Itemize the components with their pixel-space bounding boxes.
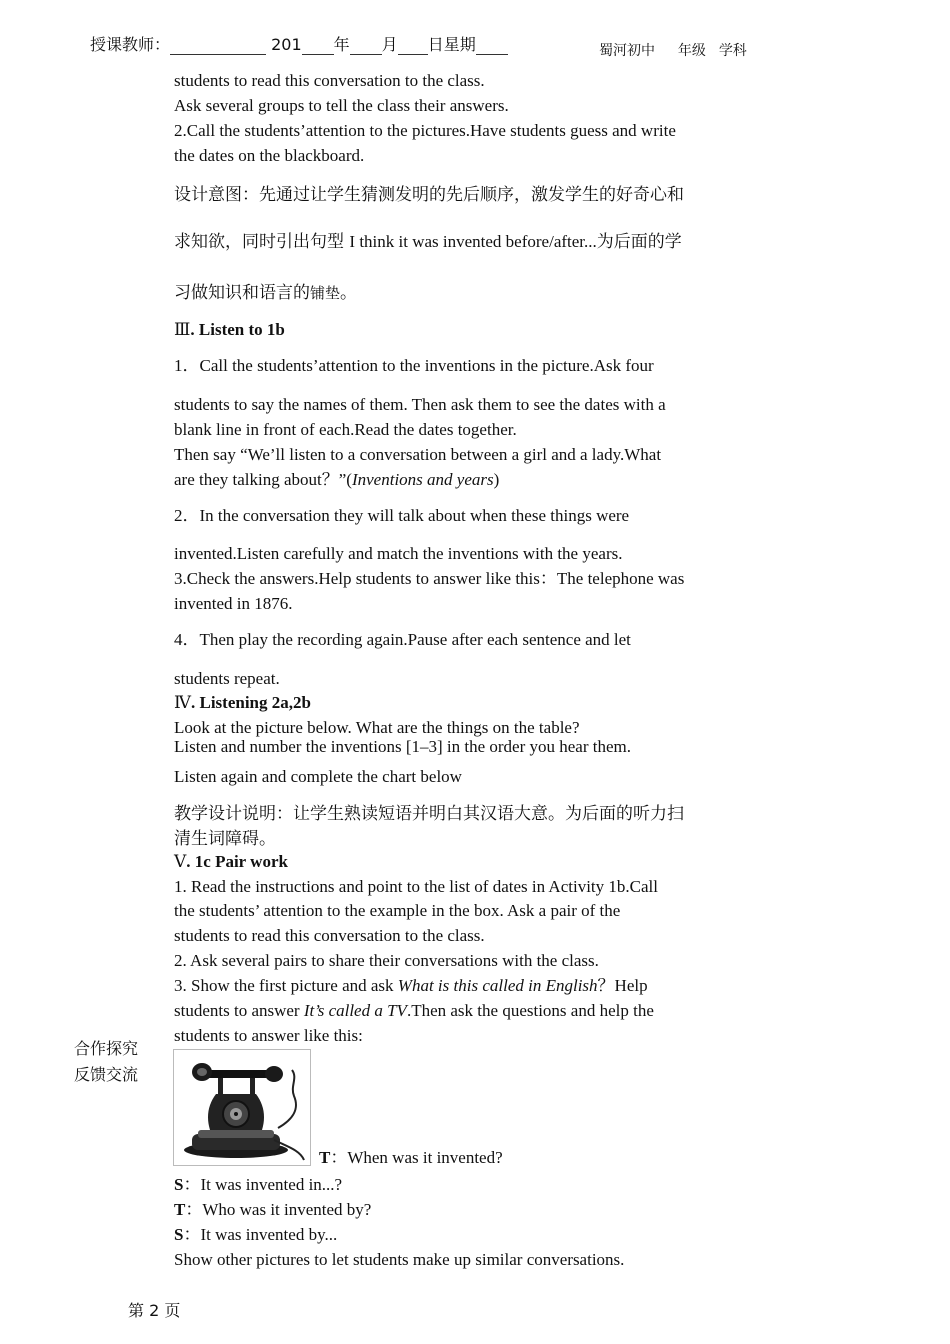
grade-label: 年级 (677, 43, 706, 59)
text-line: Listen again and complete the chart below (174, 767, 462, 786)
text-line: the students’ attention to the example in the box. Ask a pair of the (174, 901, 621, 920)
text-line: students to answer like this: (174, 1026, 363, 1045)
day-label: 日星期 (427, 35, 476, 54)
weekday-blank (476, 38, 508, 55)
text-line: 2．In the conversation they will talk about when these things were (174, 506, 630, 525)
antique-telephone-icon (174, 1050, 310, 1165)
text-line: the dates on the blackboard. (174, 146, 365, 165)
page-number: 第 2 页 (128, 1301, 181, 1320)
text-line: are they talking about？”(Inventions and years) (174, 470, 500, 489)
teacher-label: 授课教师： (90, 35, 171, 54)
side-label: 合作探究 (74, 1039, 139, 1058)
day-blank (398, 38, 428, 55)
dialogue-line: S：It was invented in...? (174, 1175, 343, 1194)
text-line: 4．Then play the recording again.Pause after each sentence and let (174, 630, 631, 649)
year-prefix: 201 (271, 35, 302, 54)
section-heading-4: Ⅳ. Listening 2a,2b (174, 693, 311, 712)
section-heading-3: Ⅲ. Listen to 1b (174, 320, 285, 339)
month-label: 月 (381, 35, 398, 54)
design-intent-line: 求知欲，同时引出句型 I think it was invented before/after...为后面的学 (174, 232, 682, 252)
design-intent-line: 设计意图：先通过让学生猜测发明的先后顺序，激发学生的好奇心和 (174, 185, 684, 205)
text-line: Then say “We’ll listen to a conversation between a girl and a lady.What (174, 445, 662, 464)
text-line: 2.Call the students’attention to the pictures.Have students guess and write (174, 121, 676, 140)
text-line: Listen and number the inventions [1–3] in the order you hear them. (174, 737, 631, 756)
text-line: blank line in front of each.Read the dates together. (174, 420, 517, 439)
text-line: students to say the names of them. Then ask them to see the dates with a (174, 395, 666, 414)
text-line: invented.Listen carefully and match the inventions with the years. (174, 544, 623, 563)
side-label: 反馈交流 (74, 1065, 139, 1084)
teaching-note-line: 教学设计说明：让学生熟读短语并明白其汉语大意。为后面的听力扫 (174, 804, 684, 824)
text-line: invented in 1876. (174, 594, 293, 613)
dialogue-line: T：When was it invented? (319, 1148, 503, 1167)
text-line: 3.Check the answers.Help students to answer like this：The telephone was (174, 569, 685, 588)
text-line: 3. Show the first picture and ask What is this called in English？Help (174, 976, 648, 995)
text-line: Ask several groups to tell the class their answers. (174, 96, 509, 115)
year-label: 年 (333, 35, 350, 54)
text-line: 2. Ask several pairs to share their conversations with the class. (174, 951, 599, 970)
month-blank (350, 38, 382, 55)
text-line: students to read this conversation to the class. (174, 926, 485, 945)
text-line: students to read this conversation to the class. (174, 71, 485, 90)
header-teacher-line (90, 32, 508, 55)
text-line: Look at the picture below. What are the things on the table? (174, 718, 580, 737)
text-line: 1．Call the students’attention to the inventions in the picture.Ask four (174, 356, 654, 375)
section-heading-5: Ⅴ. 1c Pair work (174, 852, 288, 871)
dialogue-line: S：It was invented by... (174, 1225, 338, 1244)
subject-label: 学科 (718, 43, 747, 59)
teacher-blank (170, 38, 266, 55)
text-line: 1. Read the instructions and point to the list of dates in Activity 1b.Call (174, 877, 658, 896)
text-line: students to answer It’s called a TV.Then ask the questions and help the (174, 1001, 654, 1020)
header-school-line (599, 40, 747, 60)
school-name: 蜀河初中 (599, 43, 655, 59)
teaching-note-line: 清生词障碍。 (174, 829, 276, 849)
telephone-picture (173, 1049, 311, 1166)
year-blank (302, 38, 334, 55)
dialogue-line: T：Who was it invented by? (174, 1200, 372, 1219)
text-line: students repeat. (174, 669, 280, 688)
text-line: Show other pictures to let students make up similar conversations. (174, 1250, 625, 1269)
design-intent-line: 习做知识和语言的铺垫。 (174, 283, 358, 303)
